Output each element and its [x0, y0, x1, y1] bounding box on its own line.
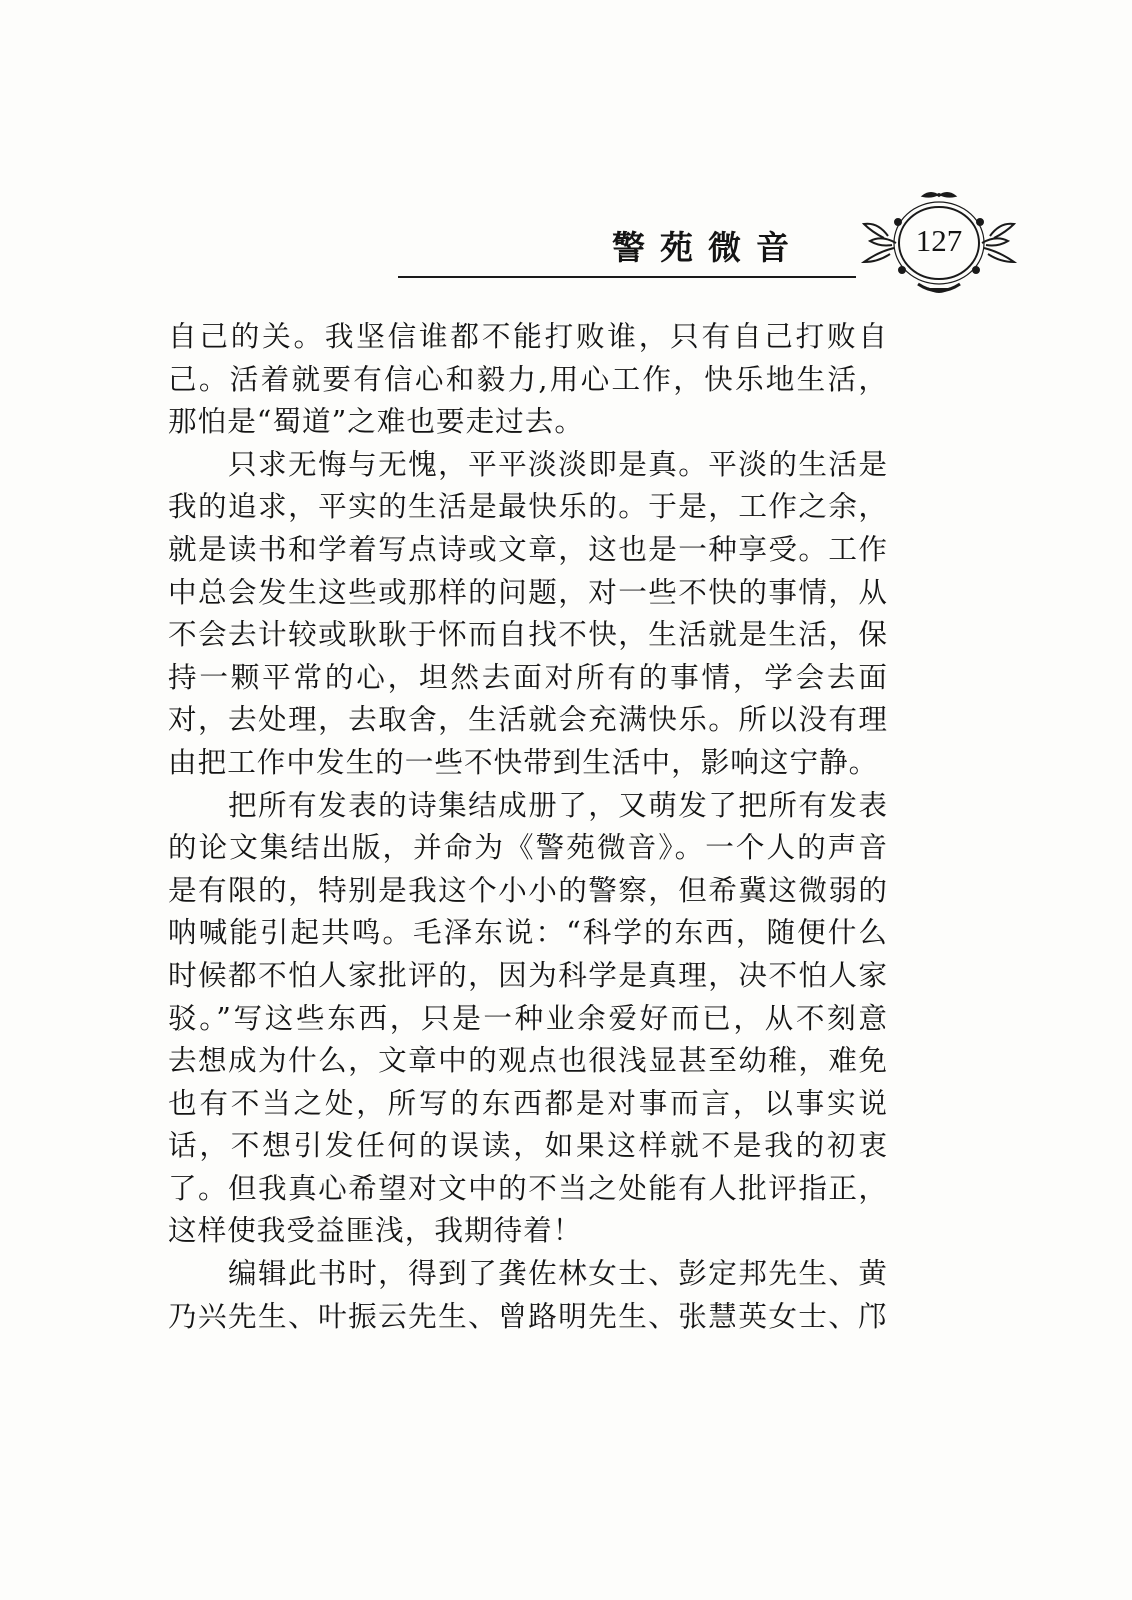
text-line: 了。但我真心希望对文中的不当之处能有人批评指正，: [168, 1170, 888, 1205]
text-line: 是有限的，特别是我这个小小的警察，但希冀这微弱的: [168, 872, 888, 907]
text-line: 己。活着就要有信心和毅力,用心工作，快乐地生活，: [168, 361, 888, 396]
text-line: 自己的关。我坚信谁都不能打败谁，只有自己打败自: [168, 319, 888, 353]
page-number: 127: [915, 223, 963, 258]
body-text: [168, 315, 888, 1337]
text-line: 持一颗平常的心，坦然去面对所有的事情，学会去面: [168, 659, 888, 694]
text-line: 这样使我受益匪浅，我期待着！: [168, 1213, 583, 1248]
text-line: 乃兴先生、叶振云先生、曾路明先生、张慧英女士、邝: [168, 1298, 888, 1333]
header-rule: [398, 276, 856, 278]
text-line: 由把工作中发生的一些不快带到生活中，影响这宁静。: [168, 744, 879, 779]
text-line: 时候都不怕人家批评的，因为科学是真理，决不怕人家: [168, 957, 888, 992]
text-line: 只求无悔与无愧，平平淡淡即是真。平淡的生活是: [228, 446, 888, 481]
text-line: 不会去计较或耿耿于怀而自找不快，生活就是生活，保: [168, 617, 888, 652]
text-line: 我的追求，平实的生活是最快乐的。于是，工作之余，: [168, 489, 888, 524]
text-line: 那怕是“蜀道”之难也要走过去。: [168, 404, 584, 439]
text-line: 话，不想引发任何的误读，如果这样就不是我的初衷: [168, 1128, 888, 1163]
text-line: 也有不当之处，所写的东西都是对事而言，以事实说: [168, 1085, 888, 1120]
text-line: 去想成为什么，文章中的观点也很浅显甚至幼稚，难免: [168, 1043, 888, 1078]
text-line: 呐喊能引起共鸣。毛泽东说：“科学的东西，随便什么: [168, 915, 888, 950]
text-line: 中总会发生这些或那样的问题，对一些不快的事情，从: [168, 574, 888, 609]
text-line: 就是读书和学着写点诗或文章，这也是一种享受。工作: [168, 531, 888, 566]
text-line: 对，去处理，去取舍，生活就会充满快乐。所以没有理: [168, 702, 888, 737]
running-header-title: 警苑微音: [612, 228, 804, 267]
text-line: 驳。”写这些东西，只是一种业余爱好而已，从不刻意: [168, 1000, 888, 1035]
text-line: 的论文集结出版，并命为《警苑微音》。一个人的声音: [168, 830, 888, 865]
text-line: 把所有发表的诗集结成册了，又萌发了把所有发表: [228, 787, 888, 822]
text-line: 编辑此书时，得到了龚佐林女士、彭定邦先生、黄: [228, 1256, 888, 1291]
